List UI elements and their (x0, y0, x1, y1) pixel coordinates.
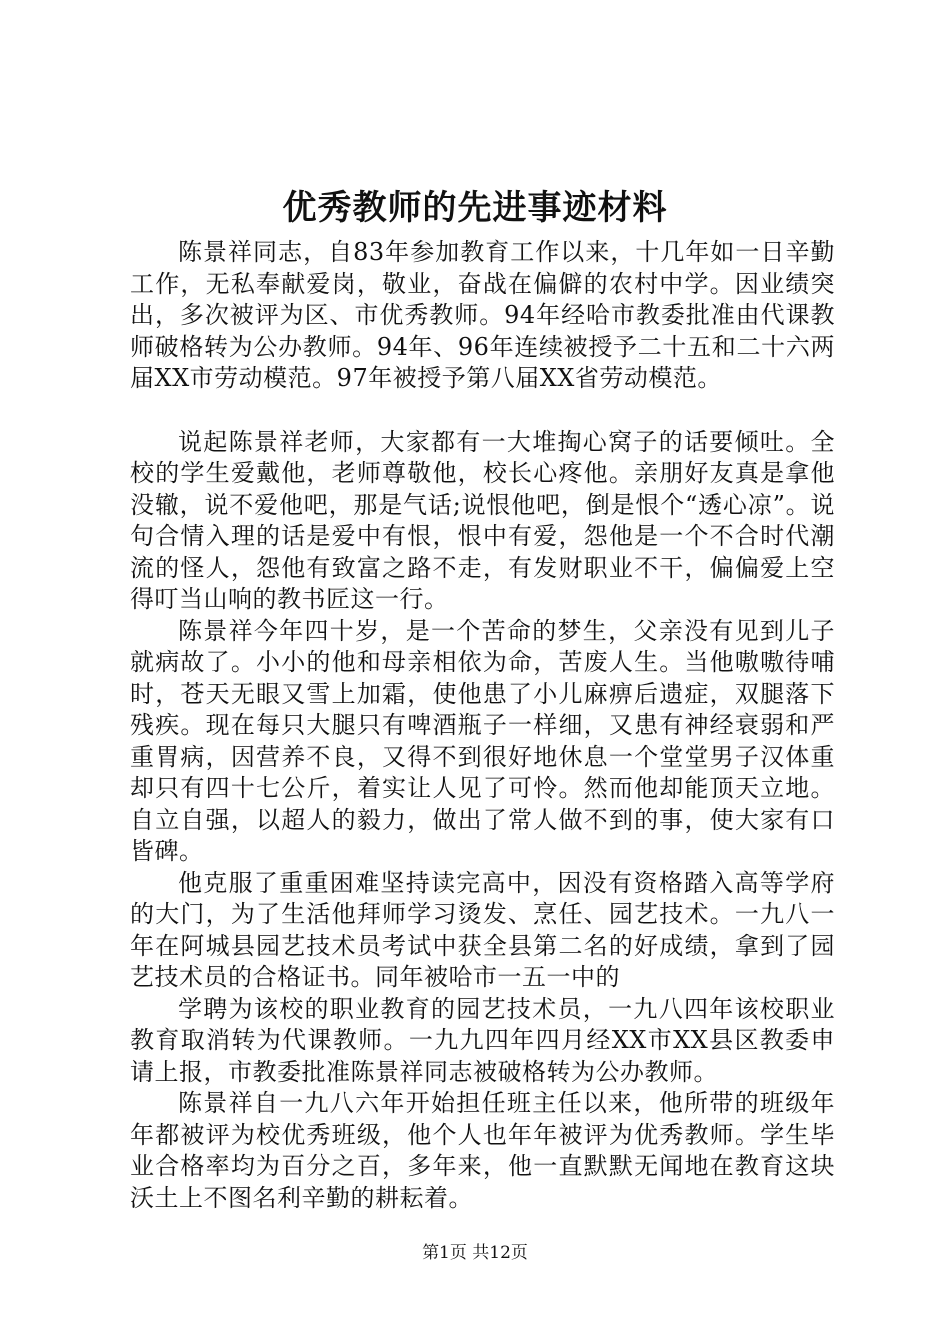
paragraph-5: 学聘为该校的职业教育的园艺技术员，一九八四年该校职业教育取消转为代课教师。一九九四年四月经XX市XX县区教委申请上报，市教委批准陈景祥同志被破格转为公办教师。 (130, 994, 835, 1086)
paragraph-1: 陈景祥同志，自83年参加教育工作以来，十几年如一日辛勤工作，无私奉献爱岗，敬业，奋战在偏僻的农村中学。因业绩突出，多次被评为区、市优秀教师。94年经哈市教委批准由代课教师破格转为公办教师。94年、96年连续被授予二十五和二十六两届XX市劳动模范。97年被授予第八届XX省劳动模范。 (130, 238, 835, 392)
paragraph-2: 说起陈景祥老师，大家都有一大堆掏心窝子的话要倾吐。全校的学生爱戴他，老师尊敬他，校长心疼他。亲朋好友真是拿他没辙，说不爱他吧，那是气话;说恨他吧，倒是恨个“透心凉”。说句合情入理的话是爱中有恨，恨中有爱，怨他是一个不合时代潮流的怪人，怨他有致富之路不走，有发财职业不干，偏偏爱上空得叮当山响的教书匠这一行。 (130, 427, 835, 613)
paragraph-4: 他克服了重重困难坚持读完高中，因没有资格踏入高等学府的大门，为了生活他拜师学习烫发、烹任、园艺技术。一九八一年在阿城县园艺技术员考试中获全县第二名的好成绩，拿到了园艺技术员的合格证书。同年被哈市一五一中的 (130, 868, 835, 991)
paragraph-6: 陈景祥自一九八六年开始担任班主任以来，他所带的班级年年都被评为校优秀班级，他个人也年年被评为优秀教师。学生毕业合格率均为百分之百，多年来，他一直默默无闻地在教育这块沃土上不图名利辛勤的耕耘着。 (130, 1089, 835, 1212)
page-footer: 第1页 共12页 (422, 1243, 528, 1263)
paragraph-3: 陈景祥今年四十岁，是一个苦命的梦生，父亲没有见到儿子就病故了。小小的他和母亲相依为命，苦废人生。当他嗷嗷待哺时，苍天无眼又雪上加霜，使他患了小儿麻痹后遗症，双腿落下残疾。现在每只大腿只有啤酒瓶子一样细，又患有神经衰弱和严重胃病，因营养不良，又得不到很好地休息一个堂堂男子汉体重却只有四十七公斤，着实让人见了可怜。然而他却能顶天立地。自立自强，以超人的毅力，做出了常人做不到的事，使大家有口皆碑。 (130, 616, 835, 865)
document-title: 优秀教师的先进事迹材料 (282, 188, 668, 228)
document-body (130, 237, 835, 1214)
